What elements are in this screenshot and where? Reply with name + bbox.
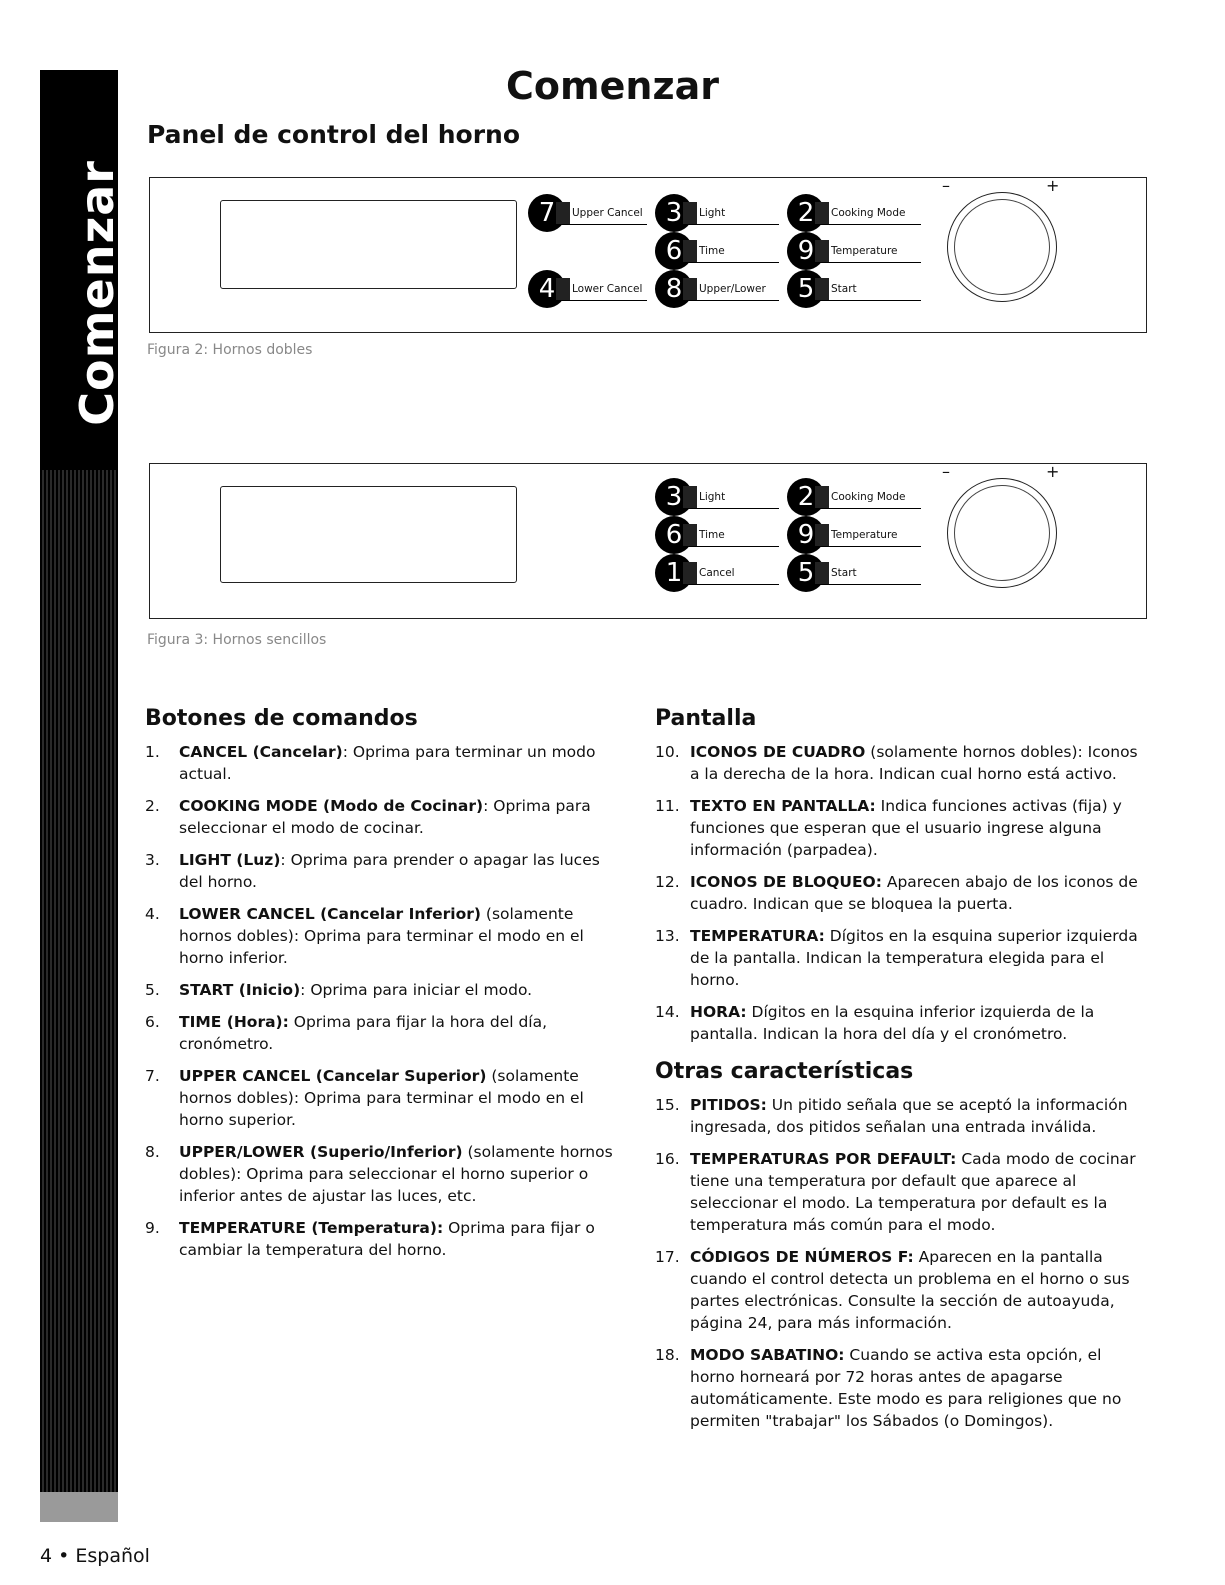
item-term: CÓDIGOS DE NÚMEROS F: bbox=[690, 1248, 914, 1266]
item-term: COOKING MODE (Modo de Cocinar) bbox=[179, 797, 484, 815]
section-heading: Otras características bbox=[655, 1059, 914, 1084]
item-number: 5. bbox=[145, 981, 160, 999]
item-term: PITIDOS: bbox=[690, 1096, 767, 1114]
item-number: 12. bbox=[655, 873, 680, 891]
list-item bbox=[655, 871, 1145, 915]
item-text: Dígitos en la esquina superior izquierda de la pantalla. Indican la temperatura elegida para el horno. bbox=[690, 927, 1138, 989]
display-features-section bbox=[655, 706, 1145, 1442]
item-term: TIME (Hora): bbox=[179, 1013, 289, 1031]
list-item bbox=[655, 795, 1145, 861]
item-term: UPPER CANCEL (Cancelar Superior) bbox=[179, 1067, 487, 1085]
item-number: 2. bbox=[145, 797, 160, 815]
item-number: 6. bbox=[145, 1013, 160, 1031]
button-label: Lower Cancel bbox=[556, 278, 647, 301]
list-item bbox=[655, 1344, 1145, 1432]
figure-double-oven-panel bbox=[149, 177, 1147, 333]
side-tab-label: Comenzar bbox=[70, 160, 124, 426]
item-number: 1. bbox=[145, 743, 160, 761]
item-text: Indica funciones activas (fija) y funciones que esperan que el usuario ingrese alguna información (parpadea). bbox=[690, 797, 1122, 859]
list-item bbox=[655, 1001, 1145, 1045]
side-tab-bottom bbox=[40, 1492, 118, 1522]
list-item bbox=[145, 1141, 615, 1207]
button-number: 9 bbox=[787, 516, 825, 554]
knob-plus-label: + bbox=[1046, 176, 1060, 195]
item-term: MODO SABATINO: bbox=[690, 1346, 845, 1364]
button-label: Start bbox=[815, 562, 921, 585]
item-term: HORA: bbox=[690, 1003, 747, 1021]
button-number: 3 bbox=[655, 478, 693, 516]
button-label: Temperature bbox=[815, 240, 921, 263]
item-term: LIGHT (Luz) bbox=[179, 851, 281, 869]
item-text: : Oprima para prender o apagar las luces del horno. bbox=[179, 851, 600, 891]
item-text: Un pitido señala que se aceptó la información ingresada, dos pitidos señalan una entrada inválida. bbox=[690, 1096, 1128, 1136]
button-label: Time bbox=[683, 240, 779, 263]
item-text: : Oprima para iniciar el modo. bbox=[300, 981, 533, 999]
list-item bbox=[145, 979, 615, 1001]
list-item bbox=[655, 741, 1145, 785]
item-text: Oprima para fijar o cambiar la temperatura del horno. bbox=[179, 1219, 595, 1259]
item-term: TEMPERATURE (Temperatura): bbox=[179, 1219, 444, 1237]
temperature-knob bbox=[947, 478, 1057, 588]
button-number: 1 bbox=[655, 554, 693, 592]
item-number: 18. bbox=[655, 1346, 680, 1364]
item-text: Aparecen abajo de los iconos de cuadro. Indican que se bloquea la puerta. bbox=[690, 873, 1138, 913]
figure-caption: Figura 2: Hornos dobles bbox=[147, 342, 313, 358]
item-text: Aparecen en la pantalla cuando el control detecta un problema en el horno o sus partes electrónicas. Consulte la sección de autoayuda, página 24, para más información. bbox=[690, 1248, 1130, 1332]
knob-plus-label: + bbox=[1046, 462, 1060, 481]
button-label: Light bbox=[683, 202, 779, 225]
item-term: LOWER CANCEL (Cancelar Inferior) bbox=[179, 905, 481, 923]
button-label: Light bbox=[683, 486, 779, 509]
item-term: CANCEL (Cancelar) bbox=[179, 743, 343, 761]
item-text: : Oprima para terminar un modo actual. bbox=[179, 743, 596, 783]
button-label: Upper Cancel bbox=[556, 202, 647, 225]
item-term: TEXTO EN PANTALLA: bbox=[690, 797, 876, 815]
page-footer: 4 • Español bbox=[40, 1545, 150, 1567]
item-number: 8. bbox=[145, 1143, 160, 1161]
list-item bbox=[145, 1065, 615, 1131]
list-item bbox=[145, 849, 615, 893]
button-label: Time bbox=[683, 524, 779, 547]
item-text: (solamente hornos dobles): Oprima para terminar el modo en el horno inferior. bbox=[179, 905, 584, 967]
item-term: UPPER/LOWER (Superio/Inferior) bbox=[179, 1143, 463, 1161]
item-term: START (Inicio) bbox=[179, 981, 301, 999]
button-label: Upper/Lower bbox=[683, 278, 779, 301]
list-item bbox=[145, 795, 615, 839]
button-label: Cooking Mode bbox=[815, 202, 921, 225]
button-label: Cooking Mode bbox=[815, 486, 921, 509]
item-number: 14. bbox=[655, 1003, 680, 1021]
item-text: Cuando se activa esta opción, el horno horneará por 72 horas antes de apagarse automáticamente. Este modo es para religiones que no permiten "trabajar" los Sábados (o Domingos). bbox=[690, 1346, 1122, 1430]
item-term: TEMPERATURA: bbox=[690, 927, 825, 945]
list-item bbox=[145, 903, 615, 969]
knob-minus-label: – bbox=[942, 462, 950, 481]
item-text: : Oprima para seleccionar el modo de cocinar. bbox=[179, 797, 591, 837]
item-number: 10. bbox=[655, 743, 680, 761]
item-text: Dígitos en la esquina inferior izquierda de la pantalla. Indican la hora del día y el cronómetro. bbox=[690, 1003, 1095, 1043]
button-number: 5 bbox=[787, 270, 825, 308]
command-list bbox=[145, 741, 615, 1261]
item-text: (solamente hornos dobles): Iconos a la derecha de la hora. Indican cual horno está activo. bbox=[690, 743, 1138, 783]
item-term: ICONOS DE BLOQUEO: bbox=[690, 873, 882, 891]
display-window bbox=[220, 200, 517, 289]
item-number: 13. bbox=[655, 927, 680, 945]
figure-caption: Figura 3: Hornos sencillos bbox=[147, 632, 327, 648]
item-number: 17. bbox=[655, 1248, 680, 1266]
page-title: Comenzar bbox=[506, 64, 719, 108]
list-item bbox=[655, 1246, 1145, 1334]
display-list bbox=[655, 741, 1145, 1045]
item-number: 9. bbox=[145, 1219, 160, 1237]
list-item bbox=[145, 741, 615, 785]
section-title: Panel de control del horno bbox=[147, 120, 521, 149]
figure-single-oven-panel bbox=[149, 463, 1147, 619]
button-number: 9 bbox=[787, 232, 825, 270]
knob-minus-label: – bbox=[942, 176, 950, 195]
item-term: ICONOS DE CUADRO bbox=[690, 743, 866, 761]
item-text: Cada modo de cocinar tiene una temperatura por default que aparece al seleccionar el modo. La temperatura por default es la temperatura más común para el modo. bbox=[690, 1150, 1136, 1234]
item-text: (solamente hornos dobles): Oprima para terminar el modo en el horno superior. bbox=[179, 1067, 584, 1129]
list-item bbox=[655, 925, 1145, 991]
temperature-knob bbox=[947, 192, 1057, 302]
item-number: 7. bbox=[145, 1067, 160, 1085]
button-number: 4 bbox=[528, 270, 566, 308]
side-tab-pattern bbox=[40, 470, 118, 1522]
list-item bbox=[145, 1011, 615, 1055]
item-number: 11. bbox=[655, 797, 680, 815]
item-text: (solamente hornos dobles): Oprima para seleccionar el horno superior o inferior antes de ajustar las luces, etc. bbox=[179, 1143, 613, 1205]
item-number: 15. bbox=[655, 1096, 680, 1114]
list-item bbox=[655, 1094, 1145, 1138]
button-label: Cancel bbox=[683, 562, 779, 585]
display-window bbox=[220, 486, 517, 583]
button-number: 2 bbox=[787, 194, 825, 232]
command-buttons-section bbox=[145, 706, 615, 1271]
list-item bbox=[655, 1148, 1145, 1236]
button-label: Start bbox=[815, 278, 921, 301]
item-term: TEMPERATURAS POR DEFAULT: bbox=[690, 1150, 957, 1168]
item-number: 4. bbox=[145, 905, 160, 923]
button-number: 6 bbox=[655, 232, 693, 270]
button-label: Temperature bbox=[815, 524, 921, 547]
item-text: Oprima para fijar la hora del día, cronómetro. bbox=[179, 1013, 548, 1053]
item-number: 16. bbox=[655, 1150, 680, 1168]
button-number: 5 bbox=[787, 554, 825, 592]
section-heading: Botones de comandos bbox=[145, 706, 418, 731]
button-number: 8 bbox=[655, 270, 693, 308]
item-number: 3. bbox=[145, 851, 160, 869]
section-heading: Pantalla bbox=[655, 706, 757, 731]
other-features-list bbox=[655, 1094, 1145, 1432]
button-number: 2 bbox=[787, 478, 825, 516]
button-number: 7 bbox=[528, 194, 566, 232]
button-number: 6 bbox=[655, 516, 693, 554]
button-number: 3 bbox=[655, 194, 693, 232]
list-item bbox=[145, 1217, 615, 1261]
